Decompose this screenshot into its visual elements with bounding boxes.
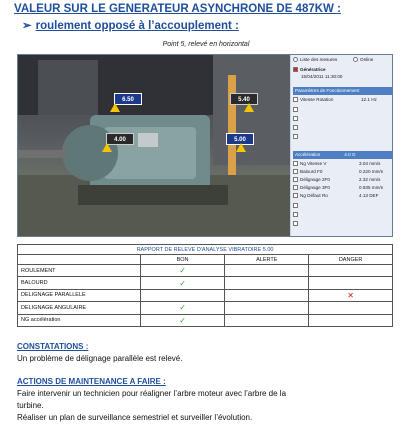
check-icon: ✓ bbox=[140, 277, 225, 289]
actions-line: Faire intervenir un technicien pour réaligner l’arbre moteur avec l’arbre de la bbox=[17, 389, 287, 398]
check-icon: ✓ bbox=[140, 265, 225, 277]
column-header: DANGER bbox=[309, 255, 393, 265]
page-title: VALEUR SUR LE GENERATEUR ASYNCHRONE DE 487KW : bbox=[14, 3, 341, 15]
radio-list-measures[interactable]: Liste des mesures bbox=[293, 57, 337, 62]
table-row bbox=[18, 277, 393, 289]
measurement-side-panel bbox=[291, 55, 393, 237]
measure-tag-1[interactable]: 6.50 bbox=[114, 93, 142, 105]
row-label: DELIGNAGE PARALLELE bbox=[18, 289, 141, 301]
machine-photo bbox=[18, 55, 290, 237]
measure-tag-3[interactable]: 4.00 bbox=[106, 133, 134, 145]
column-header: BON bbox=[140, 255, 225, 265]
machine-screenshot bbox=[17, 54, 393, 237]
constatations-text: Un problème de délignage parallèle est relevé. bbox=[17, 354, 183, 363]
cross-icon: ✕ bbox=[309, 289, 393, 301]
empty-checkbox[interactable] bbox=[293, 203, 300, 208]
page-subtitle bbox=[22, 18, 239, 32]
warning-icon bbox=[110, 103, 120, 112]
table-row bbox=[18, 289, 393, 301]
column-header bbox=[18, 255, 141, 265]
row-label: BALOURD bbox=[18, 277, 141, 289]
warning-icon bbox=[244, 103, 254, 112]
actions-line: turbine. bbox=[17, 401, 44, 410]
empty-checkbox[interactable] bbox=[293, 125, 300, 130]
measure-tag-4[interactable]: 5.00 bbox=[226, 133, 254, 145]
column-header: ALERTE bbox=[225, 255, 309, 265]
section-acceleration: Accélération 4.0 G bbox=[293, 151, 392, 159]
empty-checkbox[interactable] bbox=[293, 116, 300, 121]
table-row bbox=[18, 265, 393, 277]
actions-heading: ACTIONS DE MAINTENANCE A FAIRE : bbox=[17, 377, 166, 386]
measure-row[interactable]: Ng Défaut Ro 4.13 DEF bbox=[293, 193, 328, 198]
actions-line: Réaliser un plan de surveillance semestriel et surveiller l’évolution. bbox=[17, 413, 253, 422]
radio-online[interactable]: Online bbox=[353, 57, 373, 62]
vibration-report-table bbox=[17, 244, 393, 327]
machine-date: 15/04/2011 11:30:00 bbox=[301, 74, 343, 79]
measure-row[interactable]: Délignage 3F0 0.935 mm/s bbox=[293, 185, 330, 190]
check-icon: ✓ bbox=[140, 314, 225, 326]
report-title: RAPPORT DE RELEVE D'ANALYSE VIBRATOIRE 5.00 bbox=[18, 245, 393, 255]
measure-row[interactable]: Délignage 2F0 2.32 mm/s bbox=[293, 177, 330, 182]
row-label: DELIGNAGE ANGULAIRE bbox=[18, 302, 141, 314]
figure-caption: Point 5, relevé en horizontal bbox=[162, 41, 250, 48]
machine-name: Génératrice bbox=[293, 67, 326, 72]
table-row bbox=[18, 314, 393, 326]
warning-icon bbox=[102, 143, 112, 152]
motor-illustration bbox=[18, 55, 290, 237]
subtitle-text: roulement opposé à l’accouplement : bbox=[35, 20, 239, 32]
row-label: ROULEMENT bbox=[18, 265, 141, 277]
param-value: 12.1 Hz bbox=[361, 97, 377, 102]
arrow-bullet-icon: ➢ bbox=[22, 20, 32, 32]
measure-tag-2[interactable]: 5.40 bbox=[230, 93, 258, 105]
row-label: NG accélération bbox=[18, 314, 141, 326]
constatations-heading: CONSTATATIONS : bbox=[17, 342, 89, 351]
check-icon: ✓ bbox=[140, 302, 225, 314]
empty-checkbox[interactable] bbox=[293, 221, 300, 226]
measure-row[interactable]: Balourd F0 0.220 mm/s bbox=[293, 169, 322, 174]
empty-checkbox[interactable] bbox=[293, 134, 300, 139]
section-parameters: Paramètres de Fonctionnement bbox=[293, 87, 392, 95]
measure-row[interactable]: Ng Vitesse V 3.04 mm/s bbox=[293, 161, 326, 166]
empty-checkbox[interactable] bbox=[293, 212, 300, 217]
table-row bbox=[18, 302, 393, 314]
warning-badge-icon bbox=[293, 67, 298, 72]
param-row[interactable]: Vitesse Rotation bbox=[293, 97, 333, 102]
warning-icon bbox=[236, 143, 246, 152]
empty-checkbox[interactable] bbox=[293, 107, 300, 112]
